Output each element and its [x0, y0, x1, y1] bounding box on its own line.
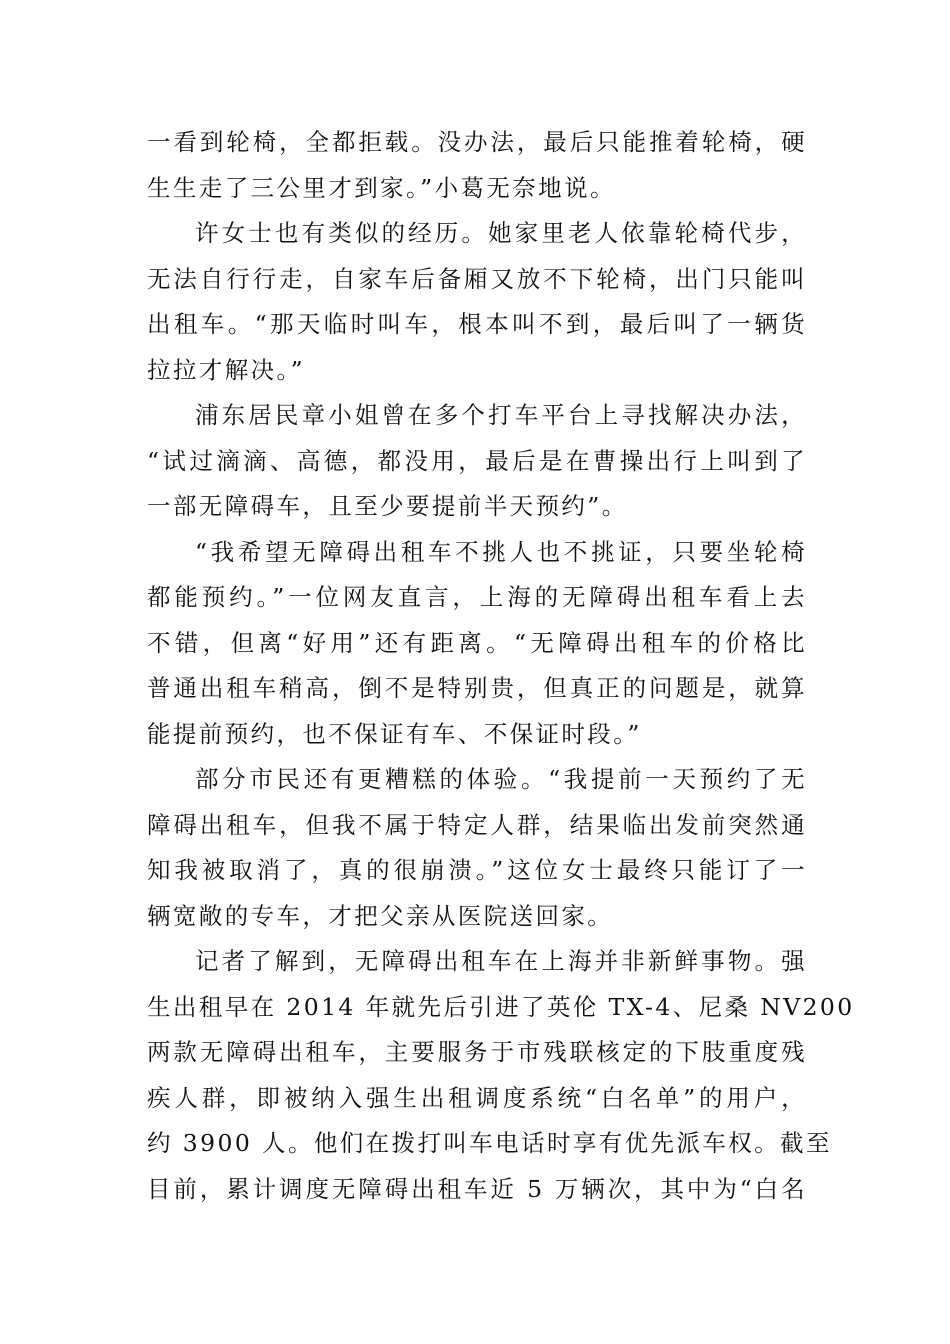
paragraph-first-line: 记者了解到，无障碍出租车在上海并非新鲜事物。强	[195, 947, 807, 975]
paragraph-first-line: “我希望无障碍出租车不挑人也不挑证，只要坐轮椅	[195, 537, 807, 566]
text-line: 拉拉才解决。”	[147, 355, 306, 384]
text-line: 一看到轮椅，全都拒载。没办法，最后只能推着轮椅，硬	[147, 128, 807, 156]
paragraph-first-line: 部分市民还有更糟糕的体验。“我提前一天预约了无	[195, 765, 807, 793]
text-line: 一部无障碍车，且至少要提前半天预约”。	[147, 492, 628, 520]
text-line: “试过滴滴、高德，都没用，最后是在曹操出行上叫到了	[147, 446, 807, 475]
paragraph-first-line: 许女士也有类似的经历。她家里老人依靠轮椅代步，	[195, 219, 807, 247]
text-line: 目前，累计调度无障碍出租车近 5 万辆次，其中为“白名	[147, 1174, 807, 1203]
article-body	[147, 120, 855, 1212]
text-line: 辆宽敞的专车，才把父亲从医院送回家。	[147, 901, 614, 930]
text-line: 出租车。“那天临时叫车，根本叫不到，最后叫了一辆货	[147, 310, 807, 338]
paragraph-first-line: 浦东居民章小姐曾在多个打车平台上寻找解决办法，	[195, 401, 807, 429]
text-line: 能提前预约，也不保证有车、不保证时段。”	[147, 719, 642, 748]
text-line: 不错，但离“好用”还有距离。“无障碍出租车的价格比	[147, 628, 807, 657]
text-line: 生出租早在 2014 年就先后引进了英伦 TX-4、尼桑 NV200	[147, 992, 855, 1021]
text-line: 知我被取消了，真的很崩溃。”这位女士最终只能订了一	[147, 856, 807, 884]
text-line: 无法自行行走，自家车后备厢又放不下轮椅，出门只能叫	[147, 264, 807, 293]
text-line: 约 3900 人。他们在拨打叫车电话时享有优先派车权。截至	[147, 1129, 832, 1157]
text-line: 两款无障碍出租车，主要服务于市残联核定的下肢重度残	[147, 1038, 807, 1066]
text-line: 生生走了三公里才到家。”小葛无奈地说。	[147, 173, 616, 202]
text-line: 普通出租车稍高，倒不是特别贵，但真正的问题是，就算	[147, 674, 807, 702]
text-line: 都能预约。”一位网友直言，上海的无障碍出租车看上去	[147, 583, 807, 611]
text-line: 疾人群，即被纳入强生出租调度系统“白名单”的用户，	[147, 1083, 807, 1112]
text-line: 障碍出租车，但我不属于特定人群，结果临出发前突然通	[147, 810, 807, 839]
